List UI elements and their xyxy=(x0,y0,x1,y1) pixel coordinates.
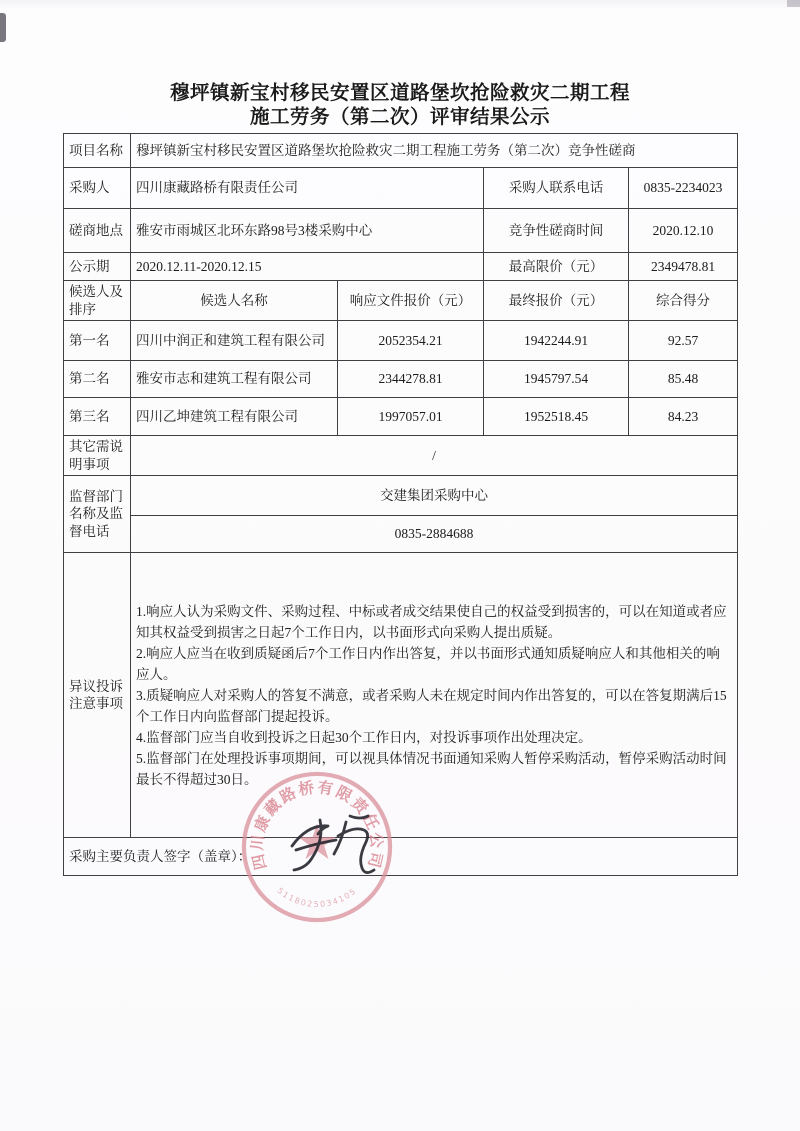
document-title xyxy=(0,82,800,130)
purchaser-phone-value: 0835-2234023 xyxy=(629,168,738,209)
row-signature xyxy=(64,838,738,876)
scan-artifact-right xyxy=(787,0,800,7)
objection-item-5: 5.监督部门在处理投诉事项期间，可以视具体情况书面通知采购人暂停采购活动，暂停采购活动时间最长不得超过30日。 xyxy=(136,750,727,787)
candidate-score: 84.23 xyxy=(629,398,738,436)
candidate-final-price: 1952518.45 xyxy=(484,398,629,436)
candidate-doc-price: 1997057.01 xyxy=(338,398,484,436)
candidate-name: 四川乙坤建筑工程有限公司 xyxy=(131,398,338,436)
purchaser-value: 四川康藏路桥有限责任公司 xyxy=(131,168,484,209)
candidate-name: 雅安市志和建筑工程有限公司 xyxy=(131,361,338,398)
project-value: 穆坪镇新宝村移民安置区道路堡坎抢险救灾二期工程施工劳务（第二次）竞争性磋商 xyxy=(131,134,738,168)
row-objection xyxy=(64,553,738,838)
table-row-candidate-3 xyxy=(64,398,738,436)
other-notes-label: 其它需说明事项 xyxy=(64,436,131,476)
objection-item-2: 2.响应人应当在收到质疑函后7个工作日内作出答复，并以书面形式通知质疑响应人和其他相关的响应人。 xyxy=(136,645,720,682)
candidate-rank: 第一名 xyxy=(64,321,131,361)
negotiation-time-value: 2020.12.10 xyxy=(629,209,738,253)
max-price-value: 2349478.81 xyxy=(629,253,738,281)
negotiation-time-label: 竞争性磋商时间 xyxy=(484,209,629,253)
signature-line-label: 采购主要负责人签字（盖章）： xyxy=(64,838,738,876)
table-row-candidate-2 xyxy=(64,361,738,398)
other-notes-value: / xyxy=(131,436,738,476)
candidate-rank: 第三名 xyxy=(64,398,131,436)
row-supervision-phone xyxy=(64,516,738,553)
table-row-candidate-1 xyxy=(64,321,738,361)
candidate-rank: 第二名 xyxy=(64,361,131,398)
project-label: 项目名称 xyxy=(64,134,131,168)
objection-item-4: 4.监督部门应当自收到投诉之日起30个工作日内，对投诉事项作出处理决定。 xyxy=(136,729,592,745)
row-supervision-dept xyxy=(64,476,738,516)
scan-artifact-left xyxy=(0,13,6,42)
row-publicity xyxy=(64,253,738,281)
max-price-label: 最高限价（元） xyxy=(484,253,629,281)
svg-text:5118025034105 xyxy=(275,886,358,909)
objection-label: 异议投诉注意事项 xyxy=(64,553,131,838)
purchaser-label: 采购人 xyxy=(64,168,131,209)
name-header: 候选人名称 xyxy=(131,281,338,321)
venue-value: 雅安市雨城区北环东路98号3楼采购中心 xyxy=(131,209,484,253)
supervision-label: 监督部门名称及监督电话 xyxy=(64,476,131,553)
row-purchaser xyxy=(64,168,738,209)
final-price-header: 最终报价（元） xyxy=(484,281,629,321)
venue-label: 磋商地点 xyxy=(64,209,131,253)
document-title-line2: 施工劳务（第二次）评审结果公示 xyxy=(249,107,550,128)
candidate-doc-price: 2344278.81 xyxy=(338,361,484,398)
row-other-notes xyxy=(64,436,738,476)
candidate-doc-price: 2052354.21 xyxy=(338,321,484,361)
scan-edge-shadow xyxy=(0,0,800,9)
row-project xyxy=(64,134,738,168)
row-candidates-header xyxy=(64,281,738,321)
candidate-final-price: 1945797.54 xyxy=(484,361,629,398)
purchaser-phone-label: 采购人联系电话 xyxy=(484,168,629,209)
publicity-label: 公示期 xyxy=(64,253,131,281)
candidate-score: 92.57 xyxy=(629,321,738,361)
score-header: 综合得分 xyxy=(629,281,738,321)
document-title-line1: 穆坪镇新宝村移民安置区道路堡坎抢险救灾二期工程 xyxy=(169,83,630,104)
objection-items xyxy=(131,553,738,838)
supervision-dept-value: 交建集团采购中心 xyxy=(131,476,738,516)
rank-header: 候选人及排序 xyxy=(64,281,131,321)
objection-item-1: 1.响应人认为采购文件、采购过程、中标或者成交结果使自己的权益受到损害的，可以在知道或者应知其权益受到损害之日起7个工作日内，以书面形式向采购人提出质疑。 xyxy=(136,603,727,640)
candidate-score: 85.48 xyxy=(629,361,738,398)
row-venue xyxy=(64,209,738,253)
seal-number: 5118025034105 xyxy=(275,886,359,909)
candidate-name: 四川中润正和建筑工程有限公司 xyxy=(131,321,338,361)
supervision-phone-value: 0835-2884688 xyxy=(131,516,738,553)
candidate-final-price: 1942244.91 xyxy=(484,321,629,361)
objection-item-3: 3.质疑响应人对采购人的答复不满意，或者采购人未在规定时间内作出答复的，可以在答复期满后15个工作日内向监督部门提起投诉。 xyxy=(136,687,727,724)
seal-company-name: 四川康藏路桥有限责任公司 xyxy=(249,779,385,872)
doc-price-header: 响应文件报价（元） xyxy=(338,281,484,321)
notice-table xyxy=(63,133,738,876)
publicity-value: 2020.12.11-2020.12.15 xyxy=(131,253,484,281)
